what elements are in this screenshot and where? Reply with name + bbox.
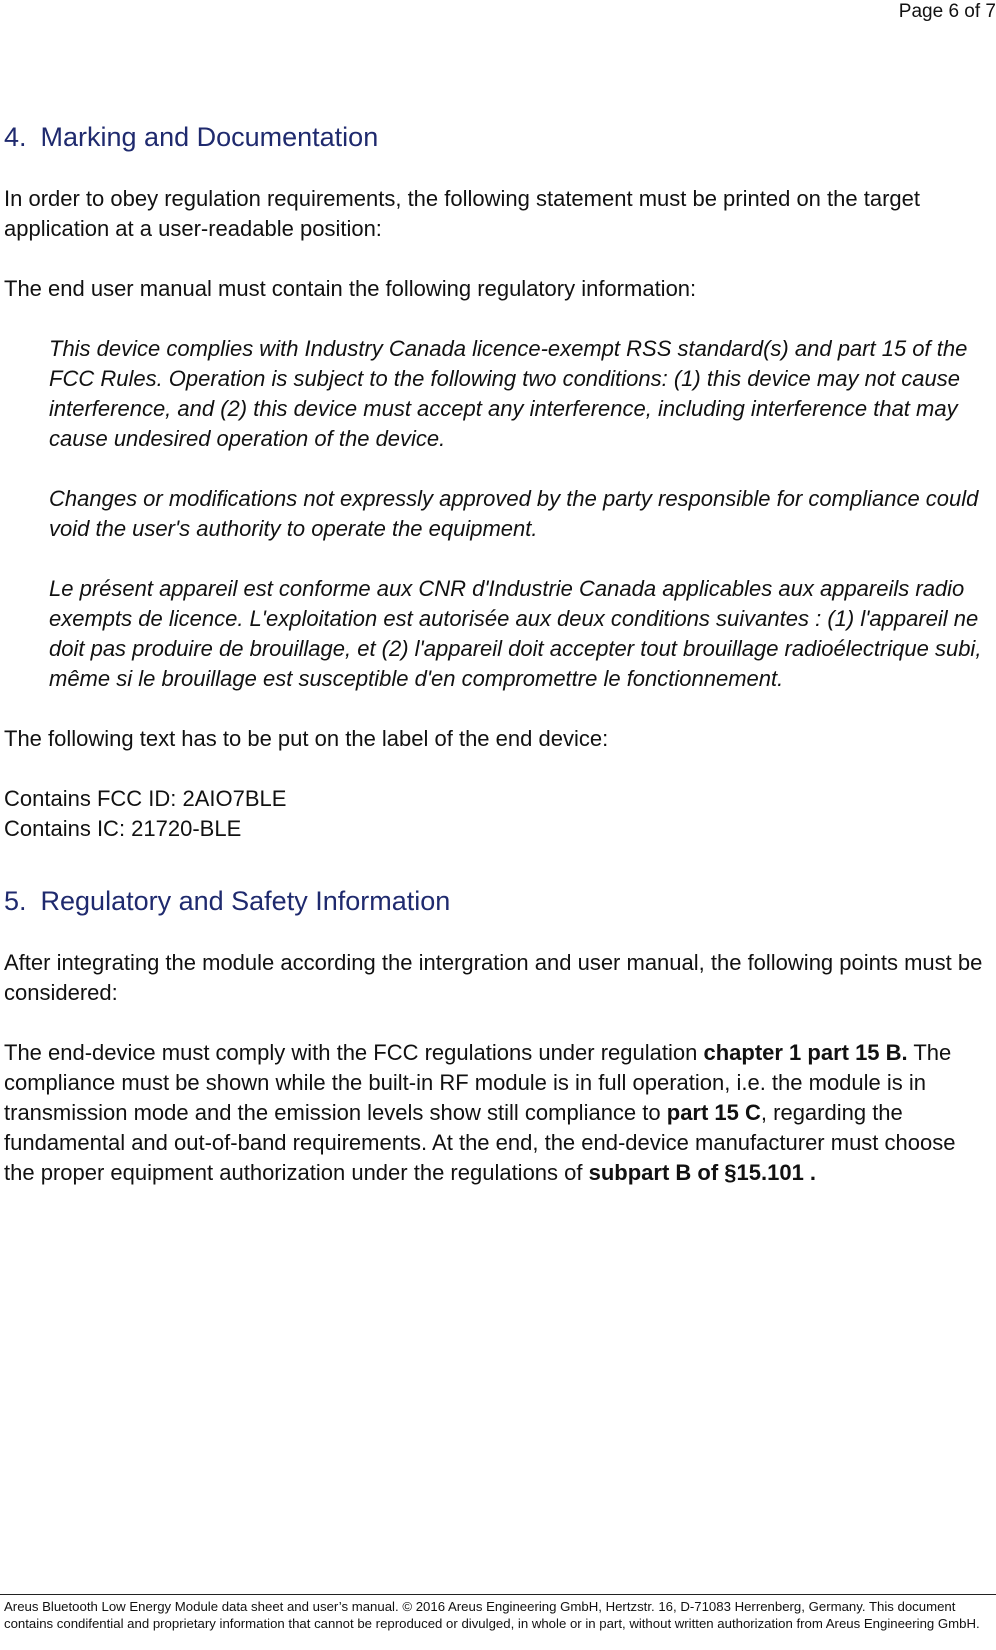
label-text-block xyxy=(4,784,992,844)
text-run: The compliance must be shown while the built-in RF module is in full operation, i.e. the module is in transmission mode and the emission levels show still compliance to xyxy=(4,1040,952,1125)
regulatory-intro-paragraph: After integrating the module according the intergration and user manual, the following points must be considered: xyxy=(4,950,983,1005)
section-number: 4. xyxy=(4,122,27,152)
page-number: Page 6 of 7 xyxy=(898,1,996,22)
text-run: The end-device must comply with the FCC regulations under regulation xyxy=(4,1040,704,1065)
section-heading-regulatory xyxy=(4,884,992,918)
section-number: 5. xyxy=(4,886,27,916)
footer-text: Areus Bluetooth Low Energy Module data sheet and user’s manual. © 2016 Areus Engineering GmbH, Hertzstr. 16, D-71083 Herrenberg, Germany. This document contains condifential and proprietary information that cannot be reproduced or divulged, in whole or in part, without written authorization from Areus Engineering GmbH. xyxy=(4,1599,980,1631)
french-statement-quote: Le présent appareil est conforme aux CNR d'Industrie Canada applicables aux appareils radio exempts de licence. L'exploitation est autorisée aux deux conditions suivantes : (1) l'appareil ne doit pas produire de brouillage, et (2) l'appareil doit accepter tout brouillage radioélectrique subi, même si le brouillage est susceptible d'en compromettre le fonctionnement. xyxy=(49,576,982,691)
bold-text-run: part 15 C xyxy=(666,1100,761,1125)
modifications-warning-quote: Changes or modifications not expressly approved by the party responsible for compliance could void the user's authority to operate the equipment. xyxy=(49,486,979,541)
fcc-id-line: Contains FCC ID: 2AIO7BLE xyxy=(4,786,287,811)
label-intro-paragraph: The following text has to be put on the label of the end device: xyxy=(4,726,609,751)
section-title: Regulatory and Safety Information xyxy=(40,886,451,916)
fcc-ic-statement-quote: This device complies with Industry Canada licence-exempt RSS standard(s) and part 15 of the FCC Rules. Operation is subject to the following two conditions: (1) this device may not cause interference, and (2) this device must accept any interference, including interference that may cause undesired operation of the device. xyxy=(49,336,968,451)
ic-id-line: Contains IC: 21720-BLE xyxy=(4,816,242,841)
section-title: Marking and Documentation xyxy=(40,122,379,152)
manual-intro-paragraph: The end user manual must contain the following regulatory information: xyxy=(4,276,697,301)
bold-text-run: chapter 1 part 15 B. xyxy=(703,1040,908,1065)
compliance-paragraph xyxy=(4,1038,992,1188)
marking-intro-paragraph: In order to obey regulation requirements, the following statement must be printed on the target application at a user-readable position: xyxy=(4,186,920,241)
footer-divider xyxy=(0,1594,996,1595)
section-heading-marking xyxy=(4,120,992,154)
document-body xyxy=(4,120,992,1218)
bold-text-run: subpart B of §15.101 . xyxy=(588,1160,817,1185)
text-run: , regarding the fundamental and out-of-band requirements. At the end, the end-device manufacturer must choose the proper equipment authorization under the regulations of xyxy=(4,1100,956,1185)
